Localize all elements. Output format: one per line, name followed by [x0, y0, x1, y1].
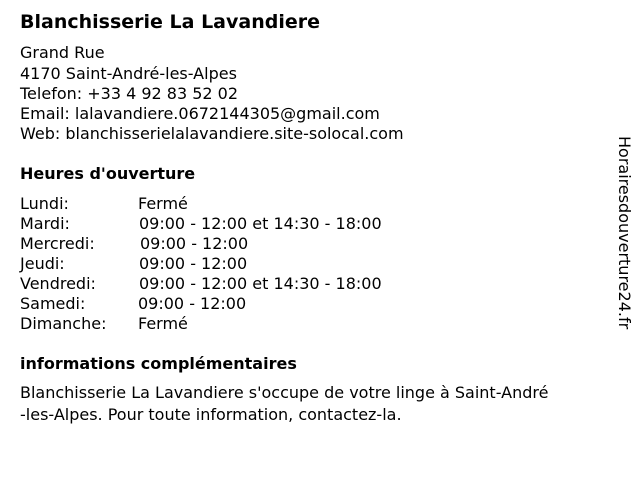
additional-info-text [20, 382, 610, 426]
address-city: 4170 Saint-André-les-Alpes [20, 64, 237, 83]
hours-time: 09:00 - 12:00 [140, 234, 249, 253]
hours-day: Dimanche: [20, 314, 107, 333]
hours-row-wednesday [20, 234, 600, 254]
phone-line: Telefon: +33 4 92 83 52 02 [20, 84, 239, 103]
website-line: Web: blanchisserielalavandiere.site-solocal.com [20, 124, 404, 143]
hours-day: Vendredi: [20, 274, 96, 293]
additional-info-line-2: -les-Alpes. Pour toute information, contactez-la. [20, 405, 402, 424]
hours-row-monday [20, 194, 600, 214]
hours-row-friday [20, 274, 600, 294]
additional-info-heading: informations complémentaires [20, 354, 297, 373]
email-line: Email: lalavandiere.0672144305@gmail.com [20, 104, 380, 123]
opening-hours-heading: Heures d'ouverture [20, 164, 196, 183]
hours-time: Fermé [138, 194, 188, 213]
hours-row-saturday [20, 294, 600, 314]
hours-day: Lundi: [20, 194, 69, 213]
address-street: Grand Rue [20, 43, 105, 62]
hours-day: Samedi: [20, 294, 86, 313]
hours-day: Mardi: [20, 214, 70, 233]
site-brand-vertical: Horairesdouverture24.fr [615, 136, 634, 330]
hours-row-tuesday [20, 214, 600, 234]
hours-time: 09:00 - 12:00 et 14:30 - 18:00 [139, 274, 382, 293]
additional-info-line-1: Blanchisserie La Lavandiere s'occupe de votre linge à Saint-André [20, 383, 549, 402]
hours-day: Mercredi: [20, 234, 95, 253]
hours-row-sunday [20, 314, 600, 334]
hours-row-thursday [20, 254, 600, 274]
hours-day: Jeudi: [20, 254, 65, 273]
hours-time: 09:00 - 12:00 et 14:30 - 18:00 [139, 214, 382, 233]
business-name: Blanchisserie La Lavandiere [20, 11, 320, 33]
hours-time: 09:00 - 12:00 [138, 294, 247, 313]
hours-time: 09:00 - 12:00 [139, 254, 248, 273]
hours-time: Fermé [138, 314, 188, 333]
